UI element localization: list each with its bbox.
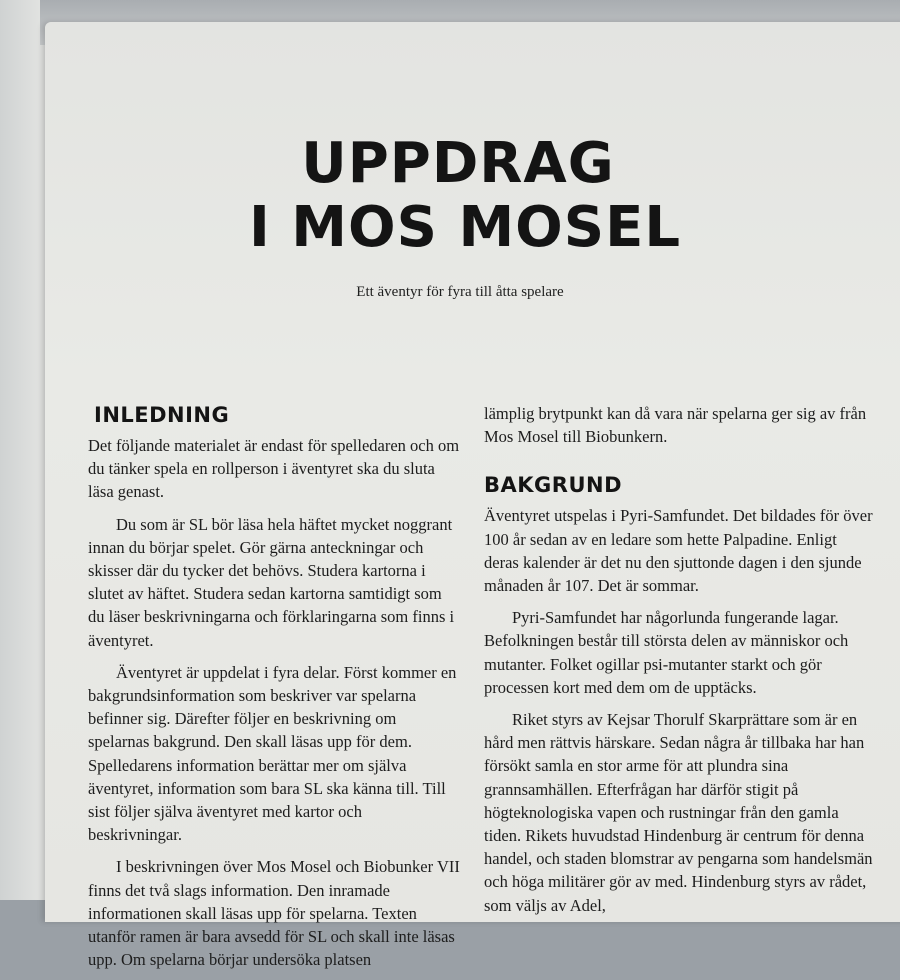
paragraph: Riket styrs av Kejsar Thorulf Skarprättare som är en hård men rättvis härskare. Sedan några år tillbaka har han försökt samla en stor arme för att plundra sina grannsamhällen. Efterfrågan har därför stigit på högteknologiska vapen och rustningar från den gamla tiden. Rikets huvudstad Hindenburg är centrum för denna handel, och staden blomstrar av pengarna som handelsmän och höga militärer gör av med. Hindenburg styrs av rådet, som väljs av Adel, xyxy=(484,710,873,915)
right-column xyxy=(484,398,874,926)
section-heading-bakgrund: BAKGRUND xyxy=(484,473,622,498)
paragraph: Pyri-Samfundet har någorlunda fungerande lagar. Befolkningen består till största delen av människor och mutanter. Folket ogillar psi-mutanter starkt och gör processen kort med dem om de upptäcks. xyxy=(484,608,849,697)
paragraph: Äventyret är uppdelat i fyra delar. Först kommer en bakgrundsinformation som beskriver var spelarna befinner sig. Därefter följer en beskrivning om spelarnas bakgrund. Den skall läsas upp för dem. Spelledarens information berättar mer om själva äventyret, information som bara SL ska känna till. Till sist följer själva äventyret med kartor och beskrivningar. xyxy=(88,662,457,845)
paragraph: Äventyret utspelas i Pyri-Samfundet. Det bildades för över 100 år sedan av en ledare som hette Palpadine. Enligt deras kalender är det nu den sjuttonde dagen i den sjunde månaden år 107. Det är sommar. xyxy=(484,506,873,596)
paragraph: I beskrivningen över Mos Mosel och Biobunker VII finns det två slags information. Den inramade informationen skall läsas upp för spelarna. Texten utanför ramen är bara avsedd för SL och skall inte läsas upp. Om spelarna börjar undersöka platsen xyxy=(88,857,460,970)
subtitle: Ett äventyr för fyra till åtta spelare xyxy=(356,284,564,300)
left-column xyxy=(88,398,460,980)
title-line-2: I MOS MOSEL xyxy=(248,195,682,260)
paragraph: Det följande materialet är endast för spelledaren och om du tänker spela en rollperson i äventyret ska du sluta läsa genast. xyxy=(88,436,460,502)
paragraph: Du som är SL bör läsa hela häftet mycket noggrant innan du börjar spelet. Gör gärna anteckningar och skisser där du tycker det behövs. Studera kartorna i slutet av häftet. Studera sedan kartorna samtidigt som du läser beskrivningarna och förklaringarna som finns i äventyret. xyxy=(88,514,455,650)
section-heading-inledning: INLEDNING xyxy=(94,403,230,427)
title-line-1: UPPDRAG xyxy=(301,131,615,196)
continuation-paragraph: lämplig brytpunkt kan då vara när spelarna ger sig av från Mos Mosel till Biobunkern. xyxy=(484,404,867,447)
